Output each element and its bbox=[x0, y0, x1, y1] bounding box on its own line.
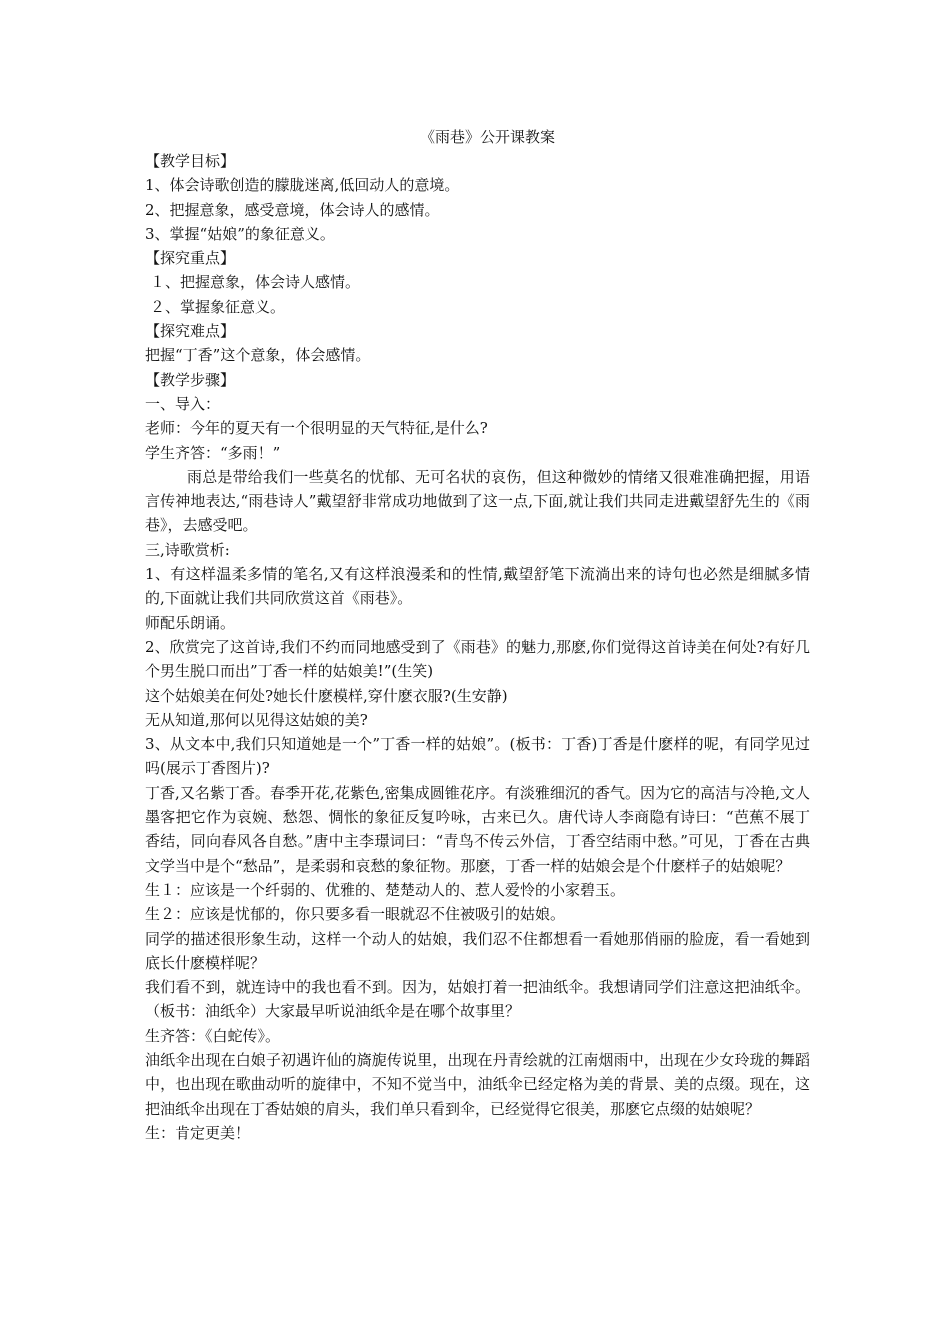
umbrella-paragraph: 我们看不到，就连诗中的我也看不到。因为，姑娘打着一把油纸伞。我想请同学们注意这把油纸伞。（板书：油纸伞）大家最早听说油纸伞是在哪个故事里？ bbox=[145, 978, 810, 1021]
key-point-1: １、把握意象，体会诗人感情。 bbox=[150, 273, 361, 292]
difficulty-text: 把握“丁香”这个意象，体会感情。 bbox=[145, 346, 371, 365]
goal-item-1: 1、体会诗歌创造的朦胧迷离,低回动人的意境。 bbox=[145, 176, 460, 195]
students-answer-story: 生齐答：《白蛇传》。 bbox=[145, 1026, 281, 1045]
analysis-paragraph-2: 2、欣赏完了这首诗,我们不约而同地感受到了《雨巷》的魅力,那麽,你们觉得这首诗美在何处?有好几个男生脱口而出”丁香一样的姑娘美!”(生笑) bbox=[145, 637, 810, 681]
goal-item-2: 2、把握意象，感受意境，体会诗人的感情。 bbox=[145, 200, 440, 219]
student-2-answer: 生２：应该是忧郁的，你只要多看一眼就忍不住被吸引的姑娘。 bbox=[145, 905, 566, 924]
heading-teaching-steps: 【教学步骤】 bbox=[145, 370, 236, 389]
goal-item-3: 3、掌握“姑娘”的象征意义。 bbox=[145, 224, 335, 243]
document-title: 《雨巷》公开课教案 bbox=[419, 128, 555, 146]
teacher-recital: 师配乐朗诵。 bbox=[145, 613, 236, 632]
student-1-answer: 生１：应该是一个纤弱的、优雅的、楚楚动人的、惹人爱怜的小家碧玉。 bbox=[145, 880, 626, 899]
step-intro-heading: 一、导入： bbox=[145, 394, 221, 413]
teacher-question: 老师：今年的夏天有一个很明显的天气特征,是什么? bbox=[145, 419, 488, 438]
heading-difficulties: 【探究难点】 bbox=[145, 322, 236, 341]
document-page bbox=[145, 125, 810, 1145]
lilac-description: 丁香,又名紫丁香。春季开花,花紫色,密集成圆锥花序。有淡雅细沉的香气。因为它的高洁与冷艳,文人墨客把它作为哀婉、愁怨、惆怅的象征反复吟咏，古来已久。唐代诗人李商隐有诗曰：“芭蕉不展丁香结，同向春风各自愁。”唐中主李璟词曰：“青鸟不传云外信，丁香空结雨中愁。”可见，丁香在古典文学当中是个“愁品”，是柔弱和哀愁的象征物。那麽，丁香一样的姑娘会是个什麽样子的姑娘呢？ bbox=[145, 783, 810, 875]
umbrella-beauty-paragraph: 油纸伞出现在白娘子初遇许仙的旖旎传说里，出现在丹青绘就的江南烟雨中，出现在少女玲珑的舞蹈中，也出现在歌曲动听的旋律中，不知不觉当中，油纸伞已经定格为美的背景、美的点缀。现在，这把油纸伞出现在丁香姑娘的肩头，我们单只看到伞，已经觉得它很美，那麽它点缀的姑娘呢？ bbox=[145, 1050, 810, 1118]
question-girl-beauty: 这个姑娘美在何处?她长什麽模样,穿什麽衣服?(生安静) bbox=[145, 686, 508, 705]
question-how-known: 无从知道,那何以见得这姑娘的美? bbox=[145, 710, 368, 729]
analysis-paragraph-3: 3、从文本中,我们只知道她是一个”丁香一样的姑娘”。(板书：丁香)丁香是什麽样的呢，有同学见过吗(展示丁香图片)? bbox=[145, 735, 810, 778]
student-answer: 学生齐答：“多雨！” bbox=[145, 443, 281, 462]
heading-teaching-goals: 【教学目标】 bbox=[145, 152, 236, 170]
student-final-answer: 生：肯定更美！ bbox=[145, 1123, 251, 1142]
analysis-paragraph-1: 1、有这样温柔多情的笔名,又有这样浪漫柔和的性情,戴望舒笔下流淌出来的诗句也必然是细腻多情的,下面就让我们共同欣赏这首《雨巷》。 bbox=[145, 565, 810, 608]
intro-paragraph: 雨总是带给我们一些莫名的忧郁、无可名状的哀伤，但这种微妙的情绪又很难准确把握，用语言传神地表达,“雨巷诗人”戴望舒非常成功地做到了这一点,下面,就让我们共同走进戴望舒先生的《雨巷》，去感受吧。 bbox=[145, 467, 810, 535]
poem-analysis-heading: 三,诗歌赏析: bbox=[145, 540, 230, 559]
heading-key-points: 【探究重点】 bbox=[145, 249, 236, 268]
description-paragraph: 同学的描述很形象生动，这样一个动人的姑娘，我们忍不住都想看一看她那俏丽的脸庞，看一看她到底长什麽模样呢？ bbox=[145, 929, 810, 972]
key-point-2: ２、掌握象征意义。 bbox=[150, 297, 286, 316]
